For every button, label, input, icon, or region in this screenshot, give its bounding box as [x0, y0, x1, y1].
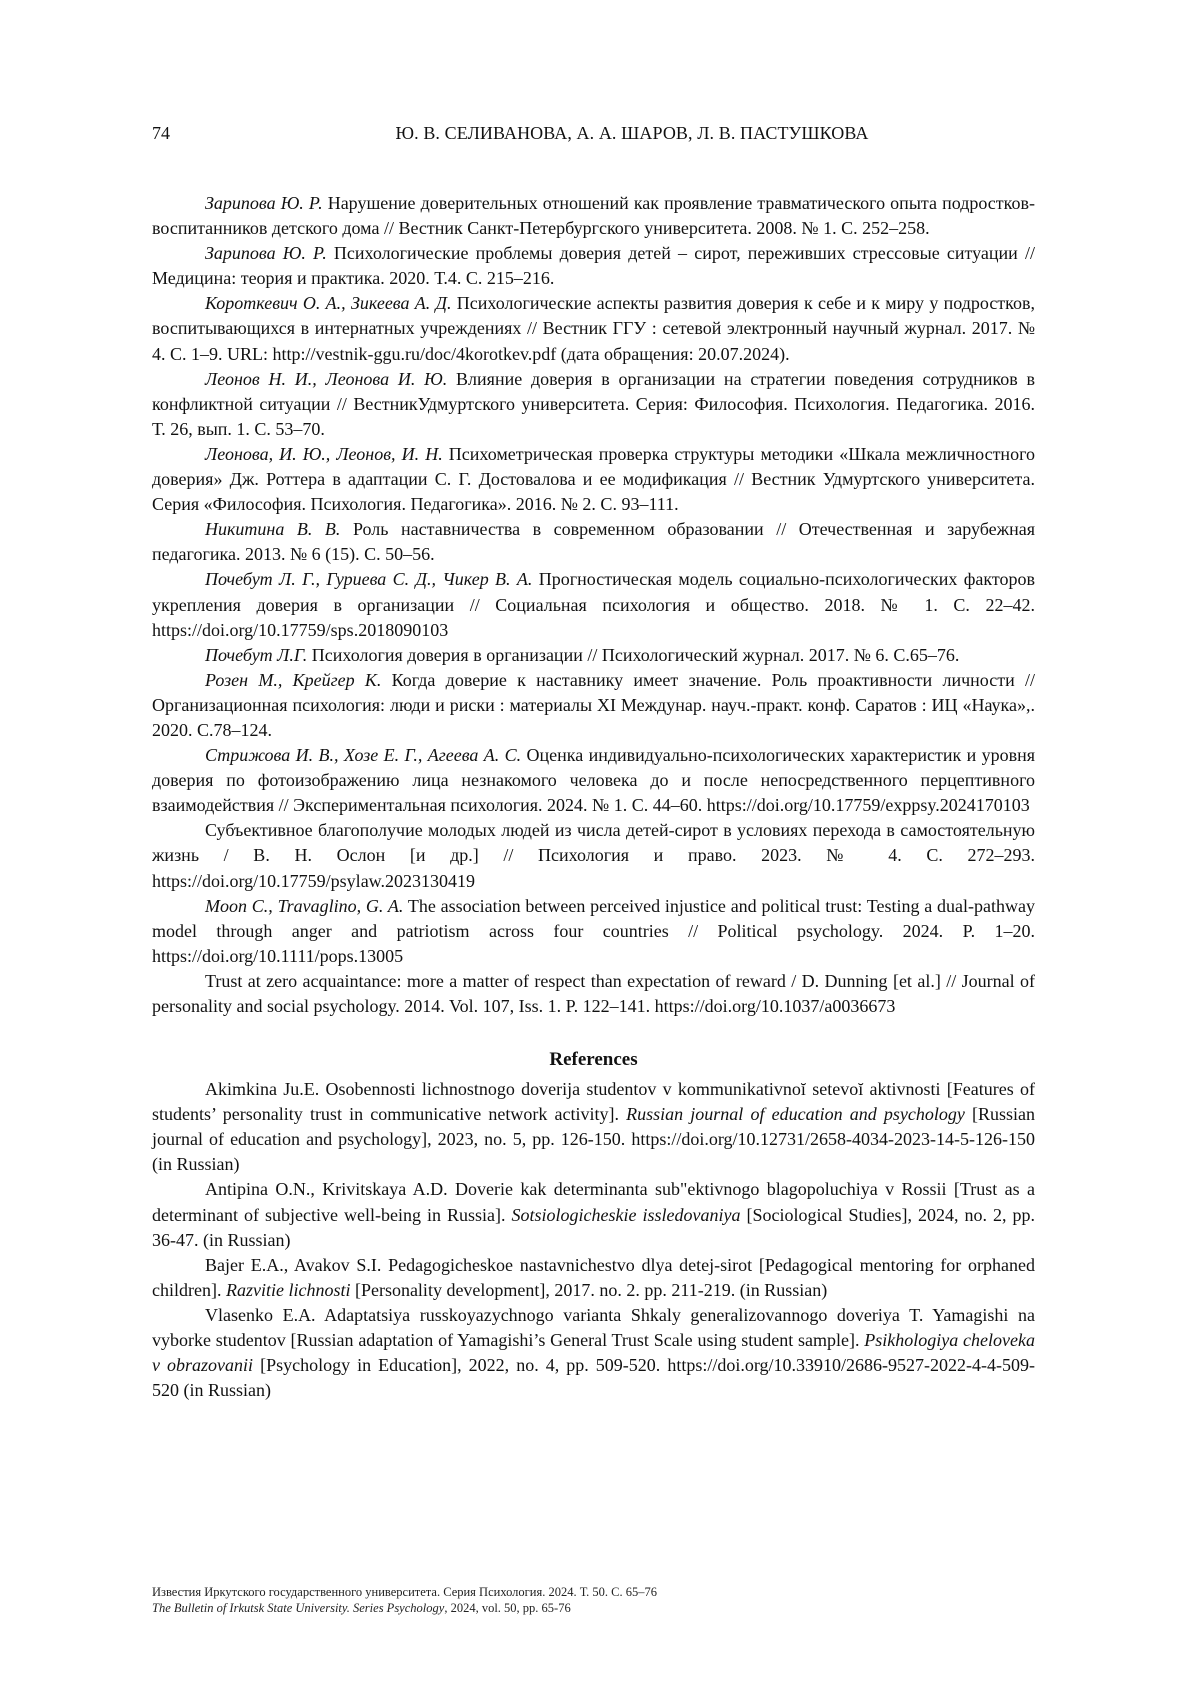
reference-item: [152, 969, 1035, 1019]
reference-source-title: Russian journal of education and psychology: [626, 1104, 965, 1124]
page-number: 74: [152, 123, 170, 144]
references-list-ru: [152, 191, 1035, 1019]
running-title: Ю. В. СЕЛИВАНОВА, А. А. ШАРОВ, Л. В. ПАСТУШКОВА: [152, 123, 1032, 144]
footer-journal-en: [152, 1600, 1032, 1616]
reference-text: Психология доверия в организации // Психологический журнал. 2017. № 6. С.65–76.: [307, 645, 959, 665]
reference-text: Психометрическая проверка структуры методики «Шкала межличностного доверия» Дж. Роттера в адаптации С. Г. Достовалова и ее модификация // Вестник Удмуртского университета. Серия «Философия. Психология. Педагогика». 2016. № 2. С. 93–111.: [152, 444, 1035, 514]
reference-text-before: Vlasenko E.A. Adaptatsiya russkoyazychnogo varianta Shkaly generalizovannogo doveriya T. Yamagishi na vyborke studentov [Russian adaptation of Yamagishi’s General Trust Scale using student sample].: [152, 1305, 1035, 1350]
page-header: [152, 123, 1032, 149]
reference-text: Нарушение доверительных отношений как проявление травматического опыта подростков-воспитанников детского дома // Вестник Санкт-Петербургского университета. 2008. № 1. С. 252–258.: [152, 193, 1035, 238]
reference-authors: Леонов Н. И., Леонова И. Ю.: [205, 369, 447, 389]
reference-item: [152, 894, 1035, 969]
reference-authors: Почебут Л.Г.: [205, 645, 307, 665]
references-list-en: [152, 1077, 1035, 1403]
reference-text-after: [Personality development], 2017. no. 2. pp. 211-219. (in Russian): [350, 1280, 827, 1300]
reference-text-before: Akimkina Ju.E. Osobennosti lichnostnogo doverija studentov v kommunikativnoĭ setevoĭ aktivnosti [Features of students’ personality trust in communicative network activity].: [152, 1079, 1035, 1124]
reference-item-en: [152, 1077, 1035, 1177]
reference-authors: Розен М., Крейгер К.: [205, 670, 381, 690]
reference-item: [152, 241, 1035, 291]
footer-journal-en-title: The Bulletin of Irkutsk State University. Series Psychology: [152, 1601, 444, 1615]
reference-text: The association between perceived injustice and political trust: Testing a dual-pathway model through anger and patriotism across four countries // Political psychology. 2024. P. 1–20. https://doi.org/10.1111/pops.13005: [152, 896, 1035, 966]
reference-item: [152, 668, 1035, 743]
page-footer: [152, 1584, 1032, 1616]
reference-text-before: Antipina O.N., Krivitskaya A.D. Doverie kak determinanta sub"ektivnogo blagopoluchiya v Rossii [Trust as a determinant of subjective well-being in Russia].: [152, 1179, 1035, 1224]
reference-item: [152, 291, 1035, 366]
reference-text: Психологические аспекты развития доверия к себе и к миру у подростков, воспитывающихся в интернатных учреждениях // Вестник ГГУ : сетевой электронный научный журнал. 2017. № 4. С. 1–9. URL: http://vestnik-ggu.ru/doc/4korotkev.pdf (дата обращения: 20.07.2024).: [152, 293, 1035, 363]
reference-authors: Короткевич О. А., Зикеева А. Д.: [205, 293, 452, 313]
footer-journal-ru: Известия Иркутского государственного университета. Серия Психология. 2024. Т. 50. С. 65–76: [152, 1584, 1032, 1600]
references-section: [152, 191, 1035, 1403]
reference-item-en: [152, 1253, 1035, 1303]
reference-authors: Никитина В. В.: [205, 519, 340, 539]
reference-authors: Почебут Л. Г., Гуриева С. Д., Чикер В. А.: [205, 569, 532, 589]
reference-item: [152, 517, 1035, 567]
reference-text: Trust at zero acquaintance: more a matter of respect than expectation of reward / D. Dunning [et al.] // Journal of personality and social psychology. 2014. Vol. 107, Iss. 1. P. 122–141. https://doi.org/10.1037/a0036673: [152, 971, 1035, 1016]
reference-text: Влияние доверия в организации на стратегии поведения сотрудников в конфликтной ситуации // ВестникУдмуртского университета. Серия: Философия. Психология. Педагогика. 2016. Т. 26, вып. 1. С. 53–70.: [152, 369, 1035, 439]
reference-text-after: [Psychology in Education], 2022, no. 4, pp. 509-520. https://doi.org/10.33910/2686-9527-2022-4-4-509-520 (in Russian): [152, 1355, 1035, 1400]
reference-authors: Зарипова Ю. Р.: [205, 243, 327, 263]
reference-text-before: Bajer E.A., Avakov S.I. Pedagogicheskoe nastavnichestvo dlya detej-sirot [Pedagogical mentoring for orphaned children].: [152, 1255, 1035, 1300]
reference-text-after: [Sociological Studies], 2024, no. 2, pp. 36-47. (in Russian): [152, 1205, 1035, 1250]
reference-text: Роль наставничества в современном образовании // Отечественная и зарубежная педагогика. 2013. № 6 (15). С. 50–56.: [152, 519, 1035, 564]
reference-item: [152, 191, 1035, 241]
reference-item: [152, 367, 1035, 442]
references-heading: References: [152, 1047, 1035, 1073]
reference-source-title: Razvitie lichnosti: [226, 1280, 350, 1300]
reference-item-en: [152, 1177, 1035, 1252]
reference-item: [152, 743, 1035, 818]
reference-source-title: Sotsiologicheskie issledovaniya: [511, 1205, 740, 1225]
reference-text-after: [Russian journal of education and psychology], 2023, no. 5, pp. 126-150. https://doi.org/10.12731/2658-4034-2023-14-5-126-150 (in Russian): [152, 1104, 1035, 1174]
reference-source-title: Psikhologiya cheloveka v obrazovanii: [152, 1330, 1035, 1375]
reference-text: Когда доверие к наставнику имеет значение. Роль проактивности личности // Организационная психология: люди и риски : материалы XI Междунар. науч.-практ. конф. Саратов : ИЦ «Наука»,. 2020. С.78–124.: [152, 670, 1035, 740]
reference-text: Психологические проблемы доверия детей – сирот, переживших стрессовые ситуации // Медицина: теория и практика. 2020. Т.4. С. 215–216.: [152, 243, 1035, 288]
reference-item-en: [152, 1303, 1035, 1403]
reference-item: [152, 442, 1035, 517]
reference-text: Оценка индивидуально-психологических характеристик и уровня доверия по фотоизображению лица незнакомого человека до и после непосредственного перцептивного взаимодействия // Экспериментальная психология. 2024. № 1. С. 44–60. https://doi.org/10.17759/exppsy.2024170103: [152, 745, 1035, 815]
reference-authors: Стрижова И. В., Хозе Е. Г., Агеева А. С.: [205, 745, 521, 765]
reference-authors: Moon C., Travaglino, G. A.: [205, 896, 403, 916]
reference-text: Прогностическая модель социально-психологических факторов укрепления доверия в организации // Социальная психология и общество. 2018. № 1. С. 22–42. https://doi.org/10.17759/sps.2018090103: [152, 569, 1035, 639]
reference-item: [152, 567, 1035, 642]
reference-text: Субъективное благополучие молодых людей из числа детей-сирот в условиях перехода в самостоятельную жизнь / В. Н. Ослон [и др.] // Психология и право. 2023. № 4. С. 272–293. https://doi.org/10.17759/psylaw.2023130419: [152, 820, 1035, 890]
reference-item: [152, 643, 1035, 668]
reference-authors: Леонова, И. Ю., Леонов, И. Н.: [205, 444, 443, 464]
reference-item: [152, 818, 1035, 893]
reference-authors: Зарипова Ю. Р.: [205, 193, 323, 213]
footer-journal-en-details: , 2024, vol. 50, pp. 65-76: [444, 1601, 570, 1615]
